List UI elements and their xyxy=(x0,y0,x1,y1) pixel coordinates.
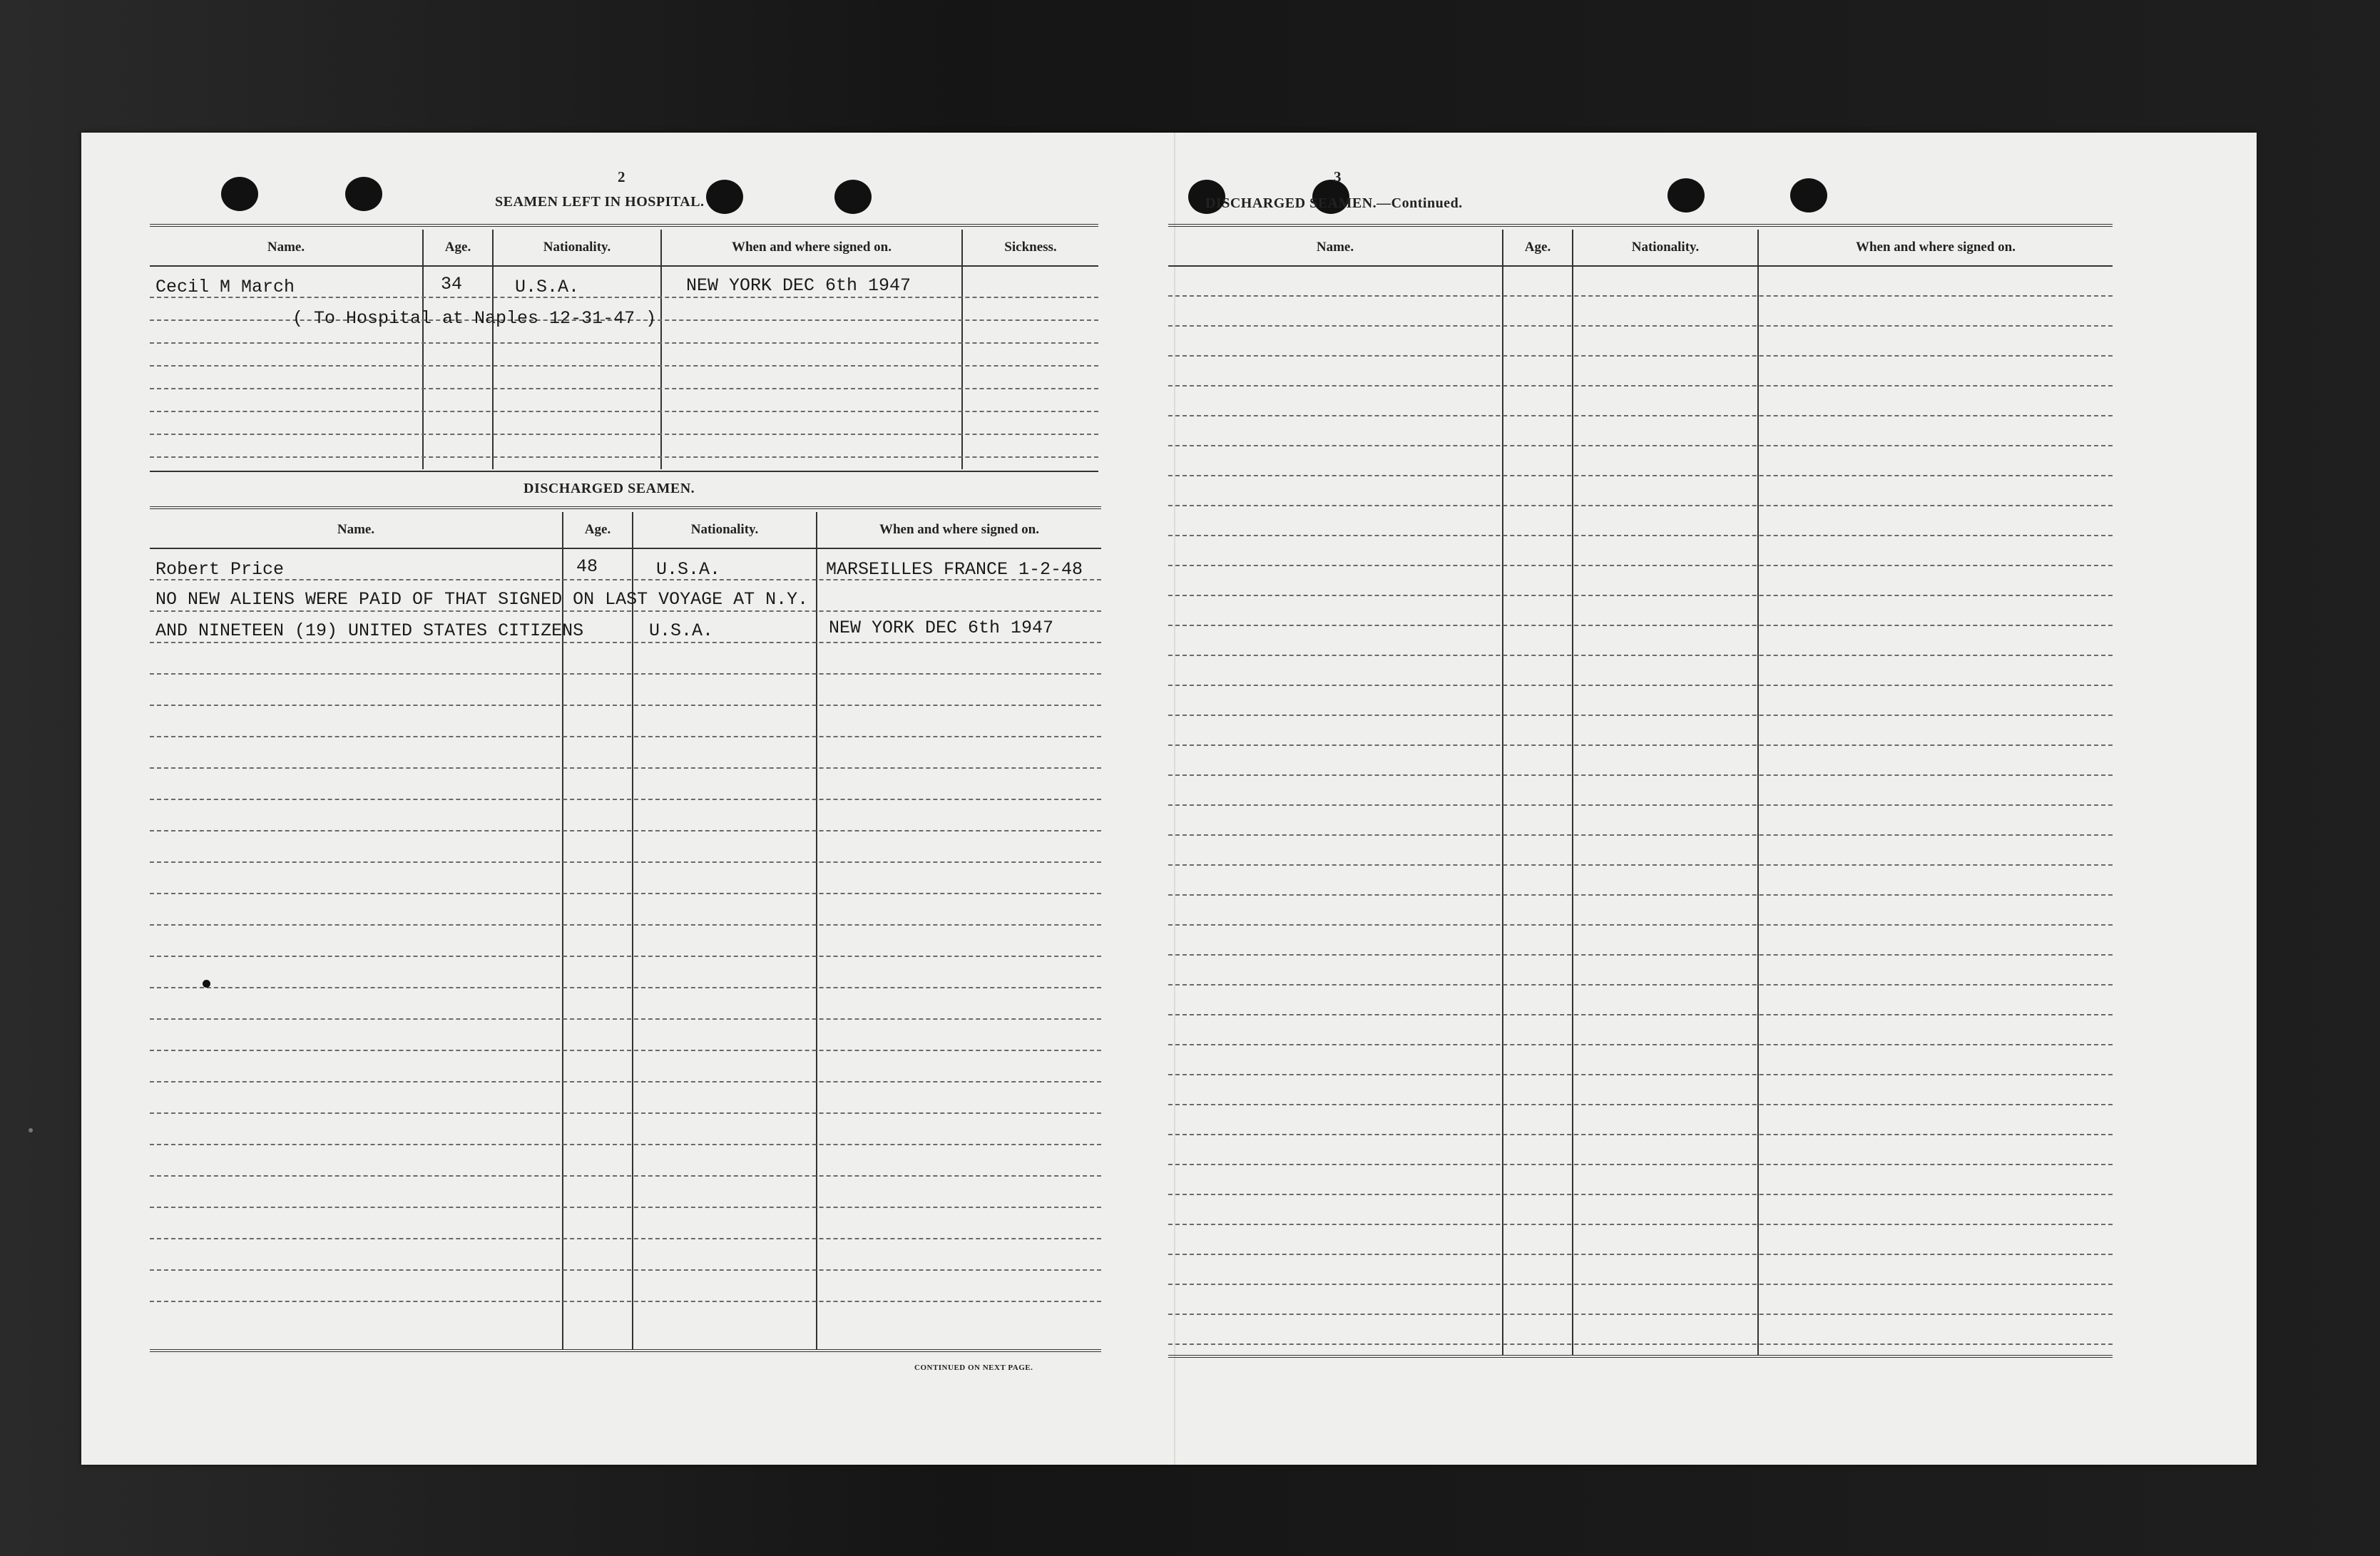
punch-hole xyxy=(706,180,743,214)
document-sheet xyxy=(81,133,2257,1465)
col-nationality: Nationality. xyxy=(543,240,611,255)
discharged-entry-name: Robert Price xyxy=(155,559,285,580)
discharged-table xyxy=(150,506,1101,1391)
scan-speck xyxy=(29,1128,33,1132)
discharged-entry-nationality: U.S.A. xyxy=(656,559,721,580)
left-page xyxy=(81,133,1174,1465)
discharged-entry-signed-on: MARSEILLES FRANCE 1-2-48 xyxy=(826,559,1083,580)
col-nationality: Nationality. xyxy=(690,522,759,537)
stray-ink-dot xyxy=(203,980,210,988)
hospital-section-title: SEAMEN LEFT IN HOSPITAL. xyxy=(495,194,705,210)
discharged-continued-title xyxy=(1205,195,1463,212)
discharged-section-title: DISCHARGED SEAMEN. xyxy=(524,481,695,496)
col-age: Age. xyxy=(1524,240,1551,255)
hospital-entry-name: Cecil M March xyxy=(155,277,295,297)
discharged-remark: NO NEW ALIENS WERE PAID OF THAT SIGNED ON LAST VOYAGE AT N.Y. xyxy=(155,589,809,610)
citizens-summary-nationality: U.S.A. xyxy=(649,620,714,641)
punch-hole xyxy=(345,177,382,211)
citizens-summary-signed-on: NEW YORK DEC 6th 1947 xyxy=(829,618,1054,638)
hospital-entry-nationality: U.S.A. xyxy=(515,277,580,297)
hospital-table-header xyxy=(150,230,1098,267)
discharged-continued-rows xyxy=(1168,265,2113,1353)
col-name: Name. xyxy=(1316,240,1354,255)
discharged-table-header xyxy=(150,512,1101,549)
col-signed-on: When and where signed on. xyxy=(879,522,1039,537)
punch-hole xyxy=(1667,178,1705,213)
punch-hole xyxy=(1790,178,1827,213)
page-number: 3 xyxy=(1334,168,1342,185)
discharged-continued-title-main: DISCHARGED SEAMEN. xyxy=(1205,195,1377,211)
col-name: Name. xyxy=(337,522,375,537)
col-signed-on: When and where signed on. xyxy=(731,240,892,255)
discharged-continued-table xyxy=(1168,224,2113,1386)
discharged-table-rows xyxy=(150,548,1101,1346)
punch-hole xyxy=(221,177,258,211)
hospital-entry-signed-on: NEW YORK DEC 6th 1947 xyxy=(686,275,911,296)
right-page xyxy=(1175,133,2257,1465)
page-number: 2 xyxy=(618,168,625,185)
col-name: Name. xyxy=(267,240,305,255)
continued-note: CONTINUED ON NEXT PAGE. xyxy=(914,1363,1033,1372)
col-sickness: Sickness. xyxy=(1004,240,1057,255)
hospital-note: ( To Hospital at Naples 12-31-47 ) xyxy=(292,308,657,329)
punch-hole xyxy=(834,180,872,214)
col-nationality: Nationality. xyxy=(1631,240,1700,255)
citizens-summary: AND NINETEEN (19) UNITED STATES CITIZENS xyxy=(155,620,584,641)
continued-suffix: —Continued. xyxy=(1377,195,1463,211)
discharged-entry-age: 48 xyxy=(576,556,598,577)
col-age: Age. xyxy=(584,522,611,537)
col-signed-on: When and where signed on. xyxy=(1855,240,2016,255)
discharged-continued-header xyxy=(1168,230,2113,267)
hospital-entry-age: 34 xyxy=(441,274,463,295)
col-age: Age. xyxy=(444,240,471,255)
